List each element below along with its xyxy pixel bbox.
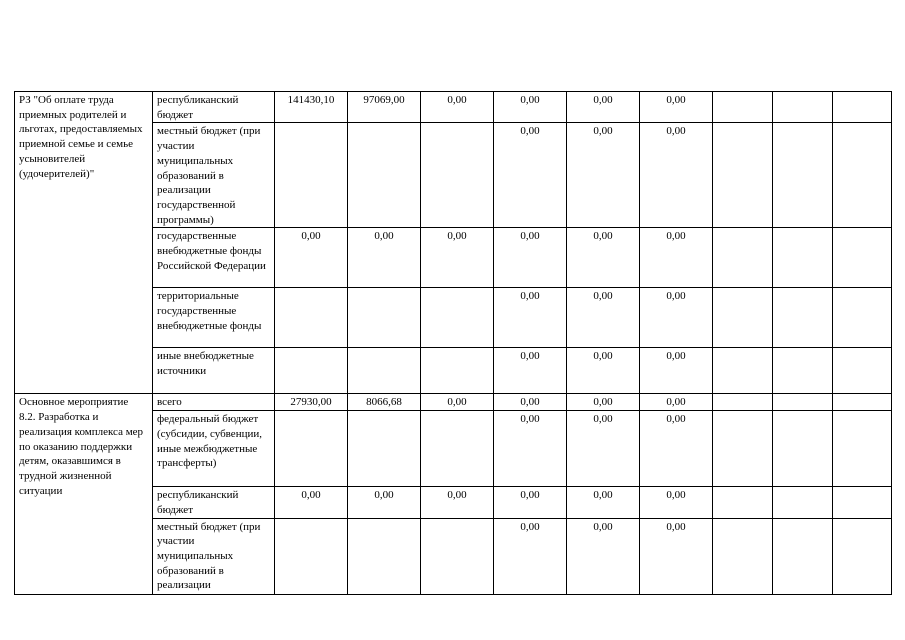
amount-cell (833, 518, 892, 594)
amount-cell: 0,00 (640, 92, 713, 123)
amount-cell: 0,00 (567, 228, 640, 288)
amount-cell: 0,00 (494, 487, 567, 518)
amount-cell: 0,00 (640, 411, 713, 487)
amount-cell (773, 123, 833, 228)
amount-cell: 0,00 (567, 518, 640, 594)
amount-cell (421, 288, 494, 348)
amount-cell: 0,00 (494, 228, 567, 288)
amount-cell (773, 487, 833, 518)
amount-cell (773, 518, 833, 594)
amount-cell: 0,00 (567, 348, 640, 394)
amount-cell (275, 518, 348, 594)
amount-cell: 0,00 (567, 288, 640, 348)
amount-cell: 0,00 (567, 92, 640, 123)
table-body (15, 92, 892, 595)
amount-cell (833, 92, 892, 123)
amount-cell (348, 123, 421, 228)
amount-cell (773, 394, 833, 411)
table-row (15, 394, 892, 411)
amount-cell (713, 123, 773, 228)
amount-cell (348, 411, 421, 487)
amount-cell (713, 92, 773, 123)
amount-cell (773, 92, 833, 123)
amount-cell: 0,00 (567, 394, 640, 411)
budget-table (14, 91, 892, 595)
funding-source-cell: всего (153, 394, 275, 411)
amount-cell (773, 288, 833, 348)
amount-cell: 0,00 (494, 411, 567, 487)
funding-source-cell: местный бюджет (при участии муниципальных образований в реализации (153, 518, 275, 594)
amount-cell (275, 123, 348, 228)
amount-cell: 0,00 (421, 487, 494, 518)
amount-cell: 0,00 (275, 487, 348, 518)
amount-cell: 0,00 (494, 518, 567, 594)
amount-cell (713, 518, 773, 594)
amount-cell: 0,00 (567, 411, 640, 487)
amount-cell: 0,00 (640, 228, 713, 288)
amount-cell (833, 487, 892, 518)
amount-cell: 0,00 (348, 228, 421, 288)
amount-cell: 0,00 (421, 228, 494, 288)
amount-cell (713, 228, 773, 288)
amount-cell (833, 288, 892, 348)
amount-cell: 0,00 (421, 92, 494, 123)
amount-cell (348, 518, 421, 594)
amount-cell: 0,00 (494, 123, 567, 228)
amount-cell (713, 348, 773, 394)
funding-source-cell: республиканский бюджет (153, 92, 275, 123)
amount-cell (773, 348, 833, 394)
amount-cell (275, 348, 348, 394)
funding-source-cell: иные внебюджетные источники (153, 348, 275, 394)
amount-cell: 0,00 (640, 518, 713, 594)
amount-cell (348, 288, 421, 348)
funding-source-cell: территориальные государственные внебюджетные фонды (153, 288, 275, 348)
table-row (15, 92, 892, 123)
amount-cell (348, 348, 421, 394)
amount-cell (833, 394, 892, 411)
amount-cell: 0,00 (567, 123, 640, 228)
amount-cell (275, 288, 348, 348)
amount-cell: 0,00 (640, 288, 713, 348)
amount-cell: 8066,68 (348, 394, 421, 411)
amount-cell (421, 518, 494, 594)
amount-cell: 97069,00 (348, 92, 421, 123)
funding-source-cell: государственные внебюджетные фонды Российской Федерации (153, 228, 275, 288)
amount-cell: 27930,00 (275, 394, 348, 411)
amount-cell (833, 348, 892, 394)
amount-cell (713, 411, 773, 487)
amount-cell: 0,00 (494, 348, 567, 394)
amount-cell (773, 228, 833, 288)
amount-cell (421, 348, 494, 394)
amount-cell (713, 487, 773, 518)
amount-cell: 0,00 (421, 394, 494, 411)
amount-cell (421, 411, 494, 487)
amount-cell (275, 411, 348, 487)
amount-cell: 0,00 (640, 394, 713, 411)
amount-cell (713, 394, 773, 411)
activity-name-cell: Основное мероприятие 8.2. Разработка и реализация комплекса мер по оказанию поддержки детям, оказавшимся в трудной жизненной ситуации (15, 394, 153, 594)
amount-cell (773, 411, 833, 487)
amount-cell (421, 123, 494, 228)
amount-cell: 0,00 (640, 123, 713, 228)
amount-cell: 0,00 (494, 92, 567, 123)
activity-name-cell: РЗ "Об оплате труда приемных родителей и льготах, предоставляемых приемной семье и семье усыновителей (удочерителей)" (15, 92, 153, 394)
amount-cell: 0,00 (348, 487, 421, 518)
amount-cell (833, 411, 892, 487)
funding-source-cell: республиканский бюджет (153, 487, 275, 518)
amount-cell: 0,00 (275, 228, 348, 288)
amount-cell (713, 288, 773, 348)
funding-source-cell: федеральный бюджет (субсидии, субвенции, иные межбюджетные трансферты) (153, 411, 275, 487)
amount-cell: 0,00 (640, 487, 713, 518)
amount-cell (833, 123, 892, 228)
amount-cell: 0,00 (640, 348, 713, 394)
amount-cell (833, 228, 892, 288)
amount-cell: 0,00 (494, 288, 567, 348)
funding-source-cell: местный бюджет (при участии муниципальных образований в реализации государственной программы) (153, 123, 275, 228)
amount-cell: 0,00 (494, 394, 567, 411)
amount-cell: 141430,10 (275, 92, 348, 123)
amount-cell: 0,00 (567, 487, 640, 518)
